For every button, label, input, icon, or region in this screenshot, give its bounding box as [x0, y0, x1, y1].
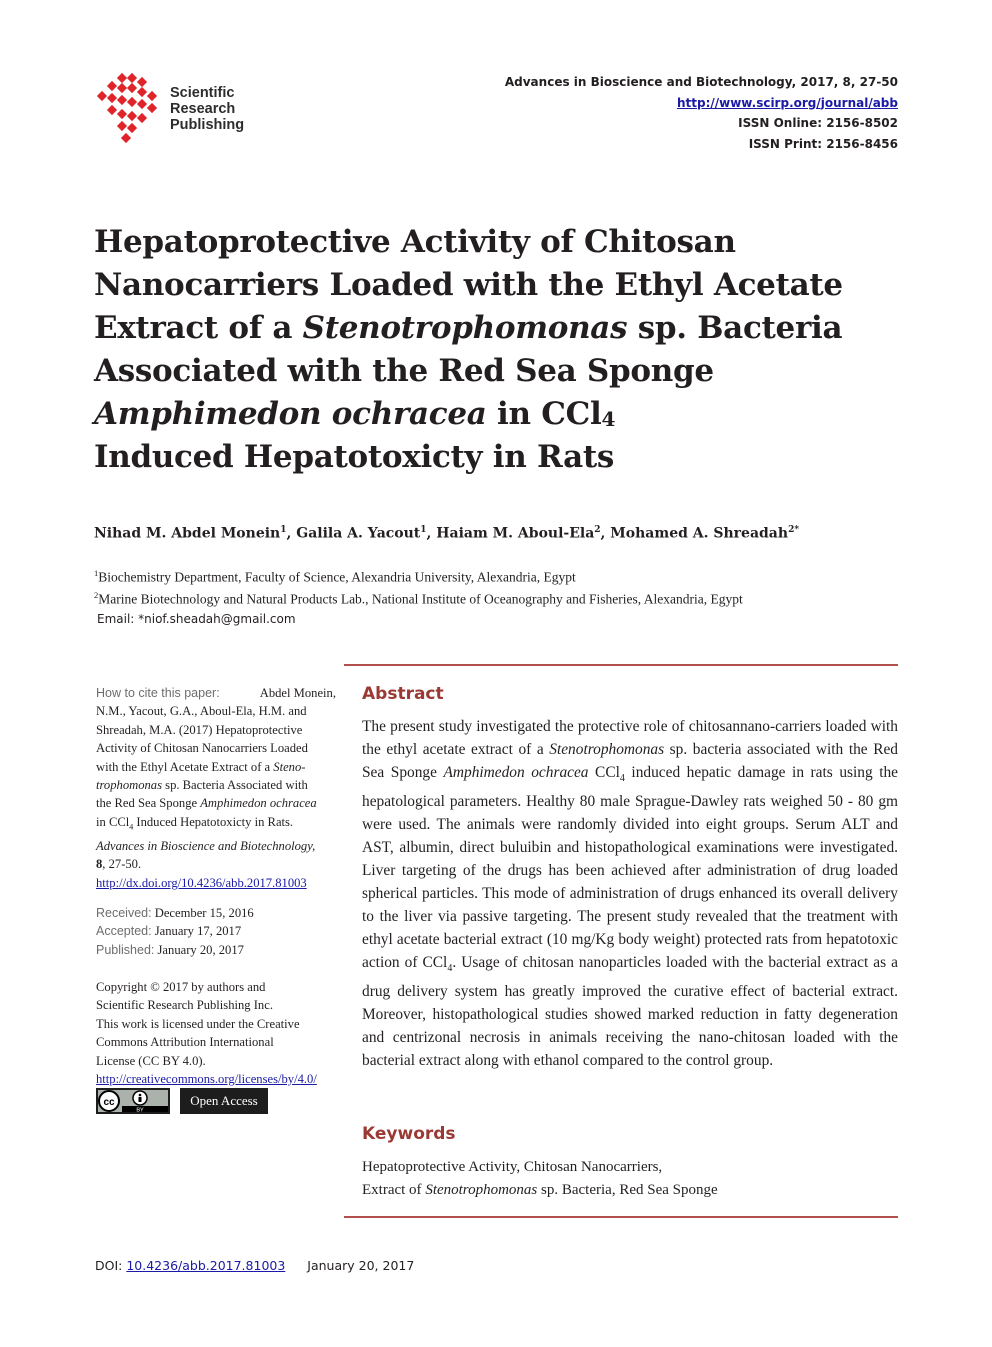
- journal-url-link[interactable]: http://www.scirp.org/journal/abb: [676, 95, 898, 110]
- affiliation: $^2$Marine Biotechnology and Natural Products Lab., National Institute of Oceanography and Fisheries, Alexandria, Egypt: [94, 590, 743, 607]
- logo-diamond: [107, 81, 117, 91]
- title-line: Associated with the Red Sea Sponge: [94, 353, 714, 389]
- keywords-heading: Keywords: [362, 1124, 456, 1144]
- open-access-badge[interactable]: Open Access: [180, 1088, 268, 1114]
- title-line: Induced Hepatotoxicty in Rats: [94, 439, 615, 475]
- logo-diamond: [117, 95, 127, 105]
- doi-link[interactable]: http://dx.doi.org/10.4236/abb.2017.81003: [96, 875, 307, 890]
- title-line: Hepatoprotective Activity of Chitosan: [94, 224, 736, 260]
- abstract-text: The present study investigated the protective role of chitosannano-carriers loaded with the ethyl acetate extract of a Stenotrophomonas sp. bacteria associated with the Red Sea Sponge Amphimedon ochracea CCl$_4$ induced hepatic damage in rats using the hepatological parameters. Healthy 80 male Sprague-Dawley rats weighed 50 - 80 gm were used. The animals were randomly divided into eight groups. Serum ALT and AST, albumin, direct buluibin and histopathological examinations were investigated. Liver targeting of the drugs has been achieved after administration of drug loaded spherical particles. This mode of administration of drugs enhanced its overall delivery to the liver via passive targeting. The present study revealed that the treatment with ethyl acetate bacterial extract (10 mg/Kg body weight) protected rats from hepatotoxic action of CCl$_4$. Usage of chitosan nanoparticles loaded with the bacterial extract as a drug delivery system has greatly improved the curative effect of bacterial extract. Moreover, histopathological studies showed marked reduction in fatty degeneration and centrizonal necrosis in animals receiving the nano-chitosan loaded with the bacterial extract along with ethanol compared to the control group.: [362, 718, 899, 1070]
- logo-diamond: [127, 123, 137, 133]
- journal-citation: Advances in Bioscience and Biotechnology, 2017, 8, 27-50: [504, 75, 898, 89]
- paper-title: [94, 221, 894, 479]
- footer: DOI: 10.4236/abb.2017.81003 January 20, 2017: [95, 1258, 415, 1273]
- logo-diamond: [147, 91, 157, 101]
- issn-print: ISSN Print: 2156-8456: [748, 136, 898, 151]
- publisher-logo-icon: [96, 72, 162, 144]
- logo-diamond: [117, 73, 127, 83]
- email: Email: *niof.sheadah@gmail.com: [97, 612, 296, 626]
- logo-diamond: [117, 83, 127, 93]
- logo-diamond: [127, 97, 137, 107]
- accepted-date: January 17, 2017: [154, 924, 242, 939]
- logo-diamond: [121, 133, 131, 143]
- affiliation: $^1$Biochemistry Department, Faculty of Science, Alexandria University, Alexandria, Egypt: [94, 568, 576, 585]
- keywords: [362, 1156, 718, 1202]
- cc-by-text: BY: [136, 1107, 144, 1114]
- journal-info: [505, 72, 898, 154]
- abstract-heading: Abstract: [362, 684, 444, 704]
- cc-by-badge[interactable]: [96, 1088, 170, 1114]
- issn-online: ISSN Online: 2156-8502: [738, 116, 898, 130]
- logo-diamond: [137, 113, 147, 123]
- citation-box: How to cite this paper: Abdel Monein, N.M., Yacout, G.A., Aboul-Ela, H.M. and Shreadah, M.A. (2017) Hepatoprotective Activity of Chitosan Nanocarriers Loaded with the Ethyl Acetate Extract of a Steno- trophomonas sp. Bacteria Associated with the Red Sea Sponge Amphimedon ochracea in CCl$_4$ Induced Hepatotoxicty in Rats. Advances in Bioscience and Biotechnology, 8, 27-50. http://dx.doi.org/10.4236/abb.2017.81003: [96, 686, 336, 890]
- publisher-name: [170, 85, 244, 133]
- author-list: Nihad M. Abdel Monein$^1$, Galila A. Yacout$^1$, Haiam M. Aboul-Ela$^2$, Mohamed A. Shreadah$^{2*}$: [94, 525, 800, 542]
- logo-diamond: [117, 121, 127, 131]
- keywords-line: Hepatoprotective Activity, Chitosan Nanocarriers,: [362, 1159, 663, 1175]
- logo-diamond: [127, 73, 137, 83]
- footer-doi-link[interactable]: 10.4236/abb.2017.81003: [126, 1258, 286, 1273]
- logo-diamond: [137, 87, 147, 97]
- bottom-rule: [344, 1216, 898, 1218]
- publisher-name-line: Scientific: [170, 85, 235, 101]
- title-line: Extract of a Stenotrophomonas sp. Bacteria: [94, 310, 843, 346]
- logo-diamond: [107, 93, 117, 103]
- author: Haiam M. Aboul-Ela: [436, 525, 595, 542]
- license-link[interactable]: http://creativecommons.org/licenses/by/4.0/: [96, 1072, 317, 1087]
- publisher-name-line: Research: [170, 101, 236, 117]
- copyright: Copyright © 2017 by authors and Scientific Research Publishing Inc. This work is licensed under the Creative Commons Attribution International License (CC BY 4.0). http://creativecommons.org/licenses/by/4.0/: [96, 980, 317, 1087]
- author: Mohamed A. Shreadah: [610, 525, 789, 542]
- logo-diamond: [137, 99, 147, 109]
- logo-diamond: [117, 109, 127, 119]
- author: Galila A. Yacout: [296, 525, 421, 542]
- top-rule: [344, 664, 898, 666]
- logo-diamond: [97, 91, 107, 101]
- keywords-line: Extract of Stenotrophomonas sp. Bacteria, Red Sea Sponge: [362, 1182, 718, 1198]
- svg-text:cc: cc: [103, 1097, 115, 1108]
- author: Nihad M. Abdel Monein: [94, 525, 281, 542]
- publisher-name-line: Publishing: [170, 117, 245, 133]
- logo-diamond: [137, 77, 147, 87]
- title-line: Nanocarriers Loaded with the Ethyl Acetate: [94, 267, 843, 303]
- received-date: December 15, 2016: [154, 906, 254, 920]
- footer-date: January 20, 2017: [307, 1258, 415, 1273]
- published-date: January 20, 2017: [157, 942, 244, 957]
- logo-diamond: [127, 83, 137, 93]
- cite-label: How to cite this paper:: [96, 686, 220, 700]
- logo-diamond: [107, 105, 117, 115]
- logo-diamond: [147, 103, 157, 113]
- dates: Received: December 15, 2016 Accepted: January 17, 2017 Published: January 20, 2017: [96, 906, 254, 957]
- title-line: Amphimedon ochracea in CCl$_4$: [94, 396, 616, 432]
- logo-diamond: [127, 111, 137, 121]
